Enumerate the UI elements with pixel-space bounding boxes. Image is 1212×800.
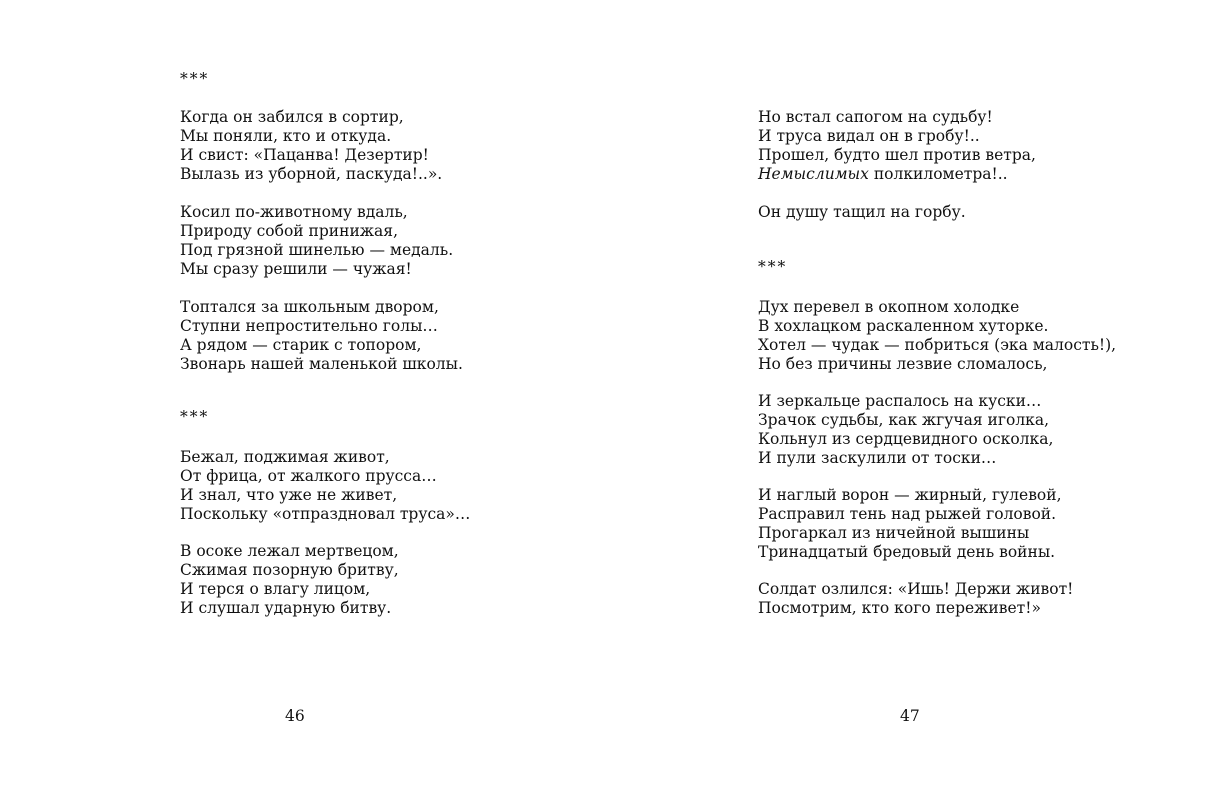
verse-line: Кольнул из сердцевидного осколка, xyxy=(758,429,1054,448)
verse-line: А рядом — старик с топором, xyxy=(180,335,422,354)
verse-line: Солдат озлился: «Ишь! Держи живот! xyxy=(758,580,1074,598)
verse-line: Топтался за школьным двором, xyxy=(180,298,439,316)
stanza xyxy=(180,108,442,184)
verse-line: Дух перевел в окопном холодке xyxy=(758,298,1020,316)
stanza xyxy=(180,448,470,524)
verse-line: И слушал ударную битву. xyxy=(180,598,392,617)
verse-line: Но без причины лезвие сломалось, xyxy=(758,354,1048,373)
verse-line: И терся о влагу лицом, xyxy=(180,579,371,598)
verse-line: Природу собой принижая, xyxy=(180,221,398,240)
stanza xyxy=(758,203,966,222)
verse-line: Прогаркал из ничейной вышины xyxy=(758,523,1030,542)
verse-line: Прошел, будто шел против ветра, xyxy=(758,145,1036,164)
verse-line: Ступни непростительно голы… xyxy=(180,316,438,335)
verse-line: В хохлацком раскаленном хуторке. xyxy=(758,316,1049,335)
verse-line: Но встал сапогом на судьбу! xyxy=(758,108,993,126)
verse-line: Бежал, поджимая живот, xyxy=(180,448,390,466)
stanza xyxy=(180,542,399,618)
verse-line: И пули заскулили от тоски… xyxy=(758,448,997,467)
section-separator: *** xyxy=(758,258,788,276)
verse-line xyxy=(758,165,1036,184)
verse-line: И труса видал он в гробу!.. xyxy=(758,126,980,145)
stanza xyxy=(758,486,1062,562)
verse-line: Вылазь из уборной, паскуда!..». xyxy=(180,164,443,183)
verse-line: Поскольку «отпраздновал труса»… xyxy=(180,504,471,523)
verse-line: Тринадцатый бредовый день войны. xyxy=(758,542,1056,561)
verse-line: Зрачок судьбы, как жгучая иголка, xyxy=(758,410,1050,429)
stanza xyxy=(758,298,1116,374)
page-number: 46 xyxy=(285,707,305,725)
verse-line-rest: полкилометра!.. xyxy=(868,164,1008,183)
verse-line: Звонарь нашей маленькой школы. xyxy=(180,354,463,373)
stanza xyxy=(758,108,1036,184)
verse-line: В осоке лежал мертвецом, xyxy=(180,542,399,560)
verse-line: От фрица, от жалкого прусса… xyxy=(180,466,437,485)
right-page xyxy=(606,0,1212,800)
italic-word: Немыслимых xyxy=(758,164,869,183)
verse-line: Мы сразу решили — чужая! xyxy=(180,259,412,278)
verse-line: И зеркальце распалось на куски… xyxy=(758,392,1042,410)
verse-line: Хотел — чудак — побриться (эка малость!), xyxy=(758,335,1117,354)
verse-line: Когда он забился в сортир, xyxy=(180,108,404,126)
stanza xyxy=(180,203,453,279)
verse-line: Косил по-животному вдаль, xyxy=(180,203,408,221)
verse-line: Расправил тень над рыжей головой. xyxy=(758,504,1057,523)
verse-line: Посмотрим, кто кого переживет!» xyxy=(758,598,1041,617)
page-number: 47 xyxy=(900,707,920,725)
verse-line: И наглый ворон — жирный, гулевой, xyxy=(758,486,1062,504)
verse-line: Мы поняли, кто и откуда. xyxy=(180,126,392,145)
stanza xyxy=(758,392,1053,468)
verse-line: И свист: «Пацанва! Дезертир! xyxy=(180,145,429,164)
stanza xyxy=(180,298,463,374)
section-separator: *** xyxy=(180,70,210,88)
section-separator: *** xyxy=(180,408,210,426)
verse-line: Сжимая позорную бритву, xyxy=(180,560,399,579)
verse-line: Под грязной шинелью — медаль. xyxy=(180,240,454,259)
stanza xyxy=(758,580,1073,618)
verse-line: Он душу тащил на горбу. xyxy=(758,203,966,221)
verse-line: И знал, что уже не живет, xyxy=(180,485,398,504)
